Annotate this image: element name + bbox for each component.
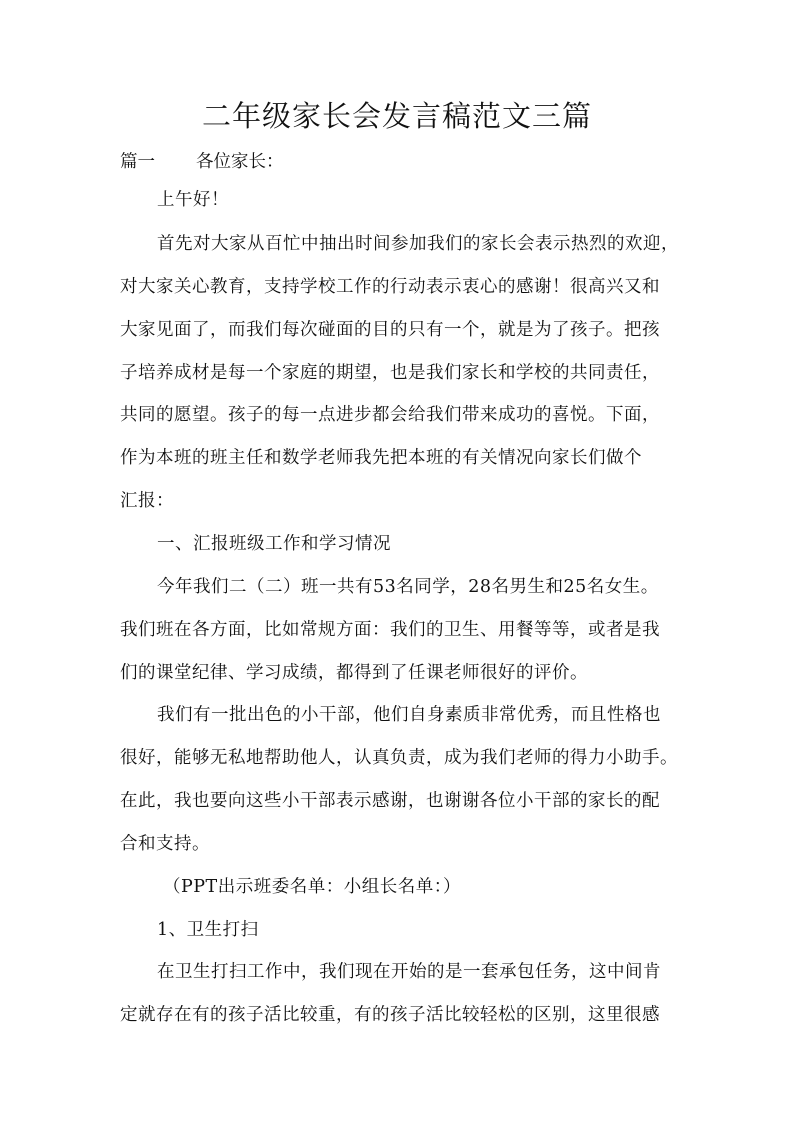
section-heading: 一、汇报班级工作和学习情况 [157,534,391,554]
paragraph-line: 子培养成材是每一个家庭的期望，也是我们家长和学校的共同责任， [120,363,660,383]
paragraph-line: 汇报： [120,491,174,511]
paragraph-line: 共同的愿望。孩子的每一点进步都会给我们带来成功的喜悦。下面， [120,405,660,425]
paragraph-line: 今年我们二（二）班一共有53名同学，28名男生和25名女生。 [157,577,659,597]
paragraph-line: 上午好！ [157,190,229,210]
paragraph-line: 们的课堂纪律、学习成绩，都得到了任课老师很好的评价。 [120,663,588,683]
paragraph-line: 大家见面了，而我们每次碰面的目的只有一个，就是为了孩子。把孩 [120,320,660,340]
paragraph-line: 首先对大家从百忙中抽出时间参加我们的家长会表示热烈的欢迎， [157,234,679,254]
ppt-note: （PPT出示班委名单：小组长名单：） [163,877,461,897]
document-title: 二年级家长会发言稿范文三篇 [201,99,592,133]
paragraph-line: 定就存在有的孩子活比较重，有的孩子活比较轻松的区别，这里很感 [120,1005,660,1025]
section-label: 篇一 [120,152,155,172]
paragraph-line: 我们班在各方面，比如常规方面：我们的卫生、用餐等等，或者是我 [120,620,660,640]
paragraph-line: 我们有一批出色的小干部，他们自身素质非常优秀，而且性格也 [157,705,661,725]
paragraph-line: 合和支持。 [120,834,210,854]
paragraph-line: 很好，能够无私地帮助他人，认真负责，成为我们老师的得力小助手。 [120,748,678,768]
paragraph-line: 对大家关心教育，支持学校工作的行动表示衷心的感谢！很高兴又和 [120,277,660,297]
greeting: 各位家长： [196,152,284,172]
paragraph-line: 作为本班的班主任和数学老师我先把本班的有关情况向家长们做个 [120,448,642,468]
subsection-heading: 1、卫生打扫 [157,920,259,940]
paragraph-line: 在此，我也要向这些小干部表示感谢，也谢谢各位小干部的家长的配 [120,791,660,811]
paragraph-line: 在卫生打扫工作中，我们现在开始的是一套承包任务，这中间肯 [157,962,661,982]
